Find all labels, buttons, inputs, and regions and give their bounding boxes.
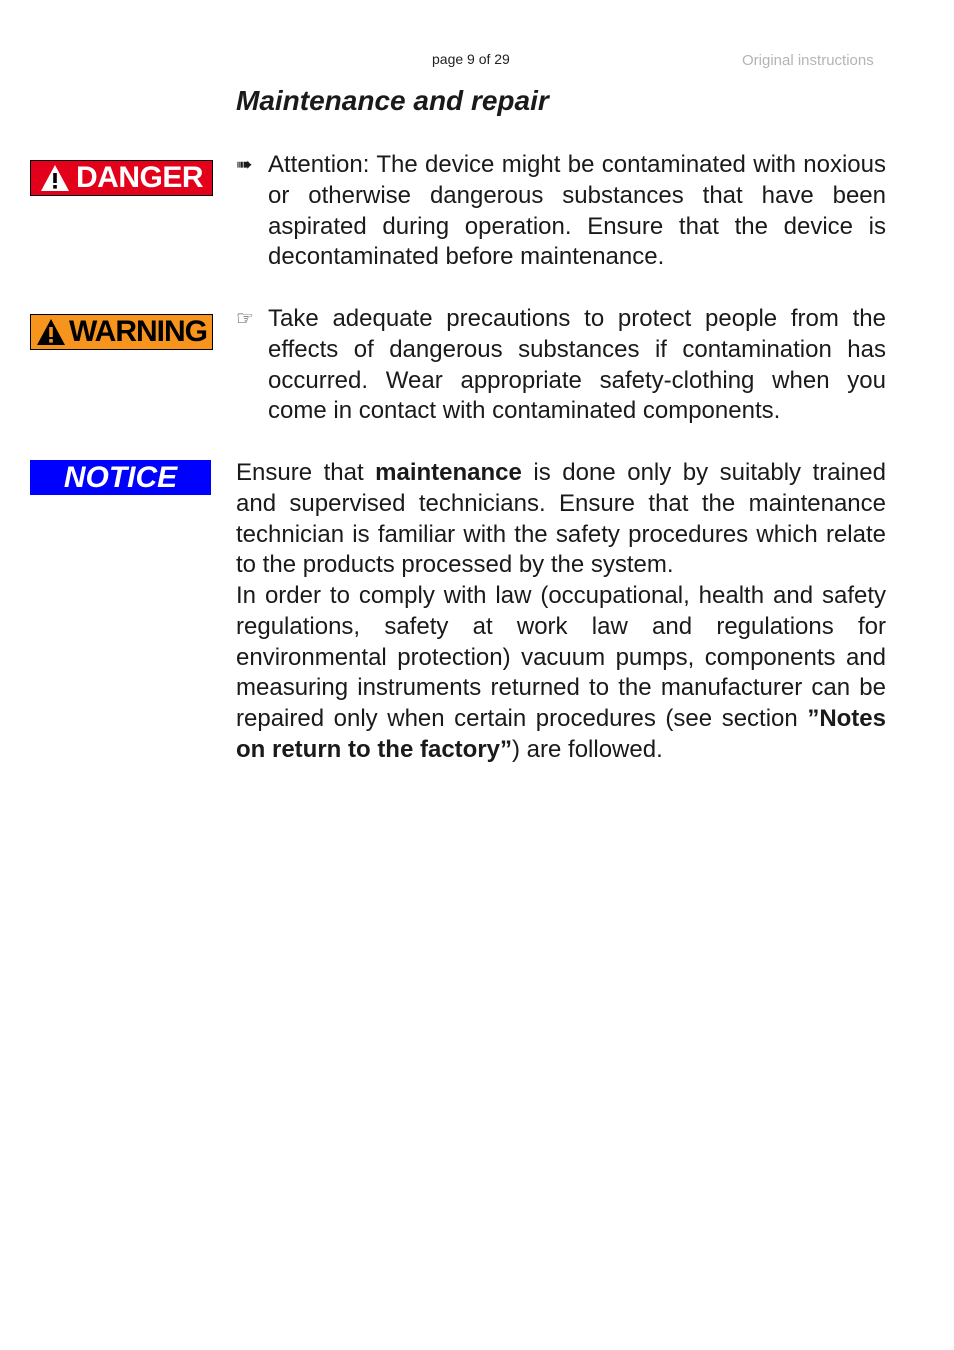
- warning-label: WARNING: [69, 315, 207, 348]
- warning-triangle-icon: [36, 318, 66, 346]
- notice-emphasis-maintenance: maintenance: [375, 459, 522, 486]
- notice-text-2b: ) are followed.: [512, 735, 663, 763]
- notice-paragraph-2: [236, 581, 886, 766]
- notice-text-2a: In order to comply with law (occupational, health and safety regulations, safety at work law and regulations for environmental protection) vacuum pumps, components and measuring instruments returned to the manufacturer can be repaired only when certain procedures (see section: [236, 582, 886, 733]
- section-reference: ”Notes on return to the factory”: [236, 705, 886, 763]
- document-status-note: Original instructions: [742, 52, 874, 69]
- danger-label: DANGER: [75, 161, 203, 194]
- notice-text-1a: Ensure that: [236, 459, 376, 486]
- pointing-hand-icon: ☞: [236, 308, 254, 330]
- danger-badge: [30, 160, 213, 196]
- warning-triangle-icon: [40, 164, 70, 192]
- notice-label: NOTICE: [63, 460, 178, 494]
- warning-instruction: [236, 304, 886, 427]
- notice-text-1b: is done only by suitably trained and supervised technicians. Ensure that the maintenance technician is familiar with the safety procedures which relate to the products processed by the system.: [236, 459, 886, 579]
- warning-text: Take adequate precautions to protect people from the effects of dangerous substances if contamination has occurred. Wear appropriate safety-clothing when you come in contact with contaminated components.: [268, 305, 886, 425]
- arrow-right-icon: ➠: [236, 154, 253, 176]
- notice-badge: [30, 460, 211, 495]
- danger-text: Attention: The device might be contaminated with noxious or otherwise dangerous substances that have been aspirated during operation. Ensure that the device is decontaminated before maintenance.: [268, 151, 886, 271]
- warning-badge: [30, 314, 213, 350]
- notice-paragraph-1: [236, 458, 886, 581]
- danger-instruction: [236, 150, 886, 273]
- page-number: page 9 of 29: [432, 51, 510, 67]
- section-title: Maintenance and repair: [236, 85, 549, 116]
